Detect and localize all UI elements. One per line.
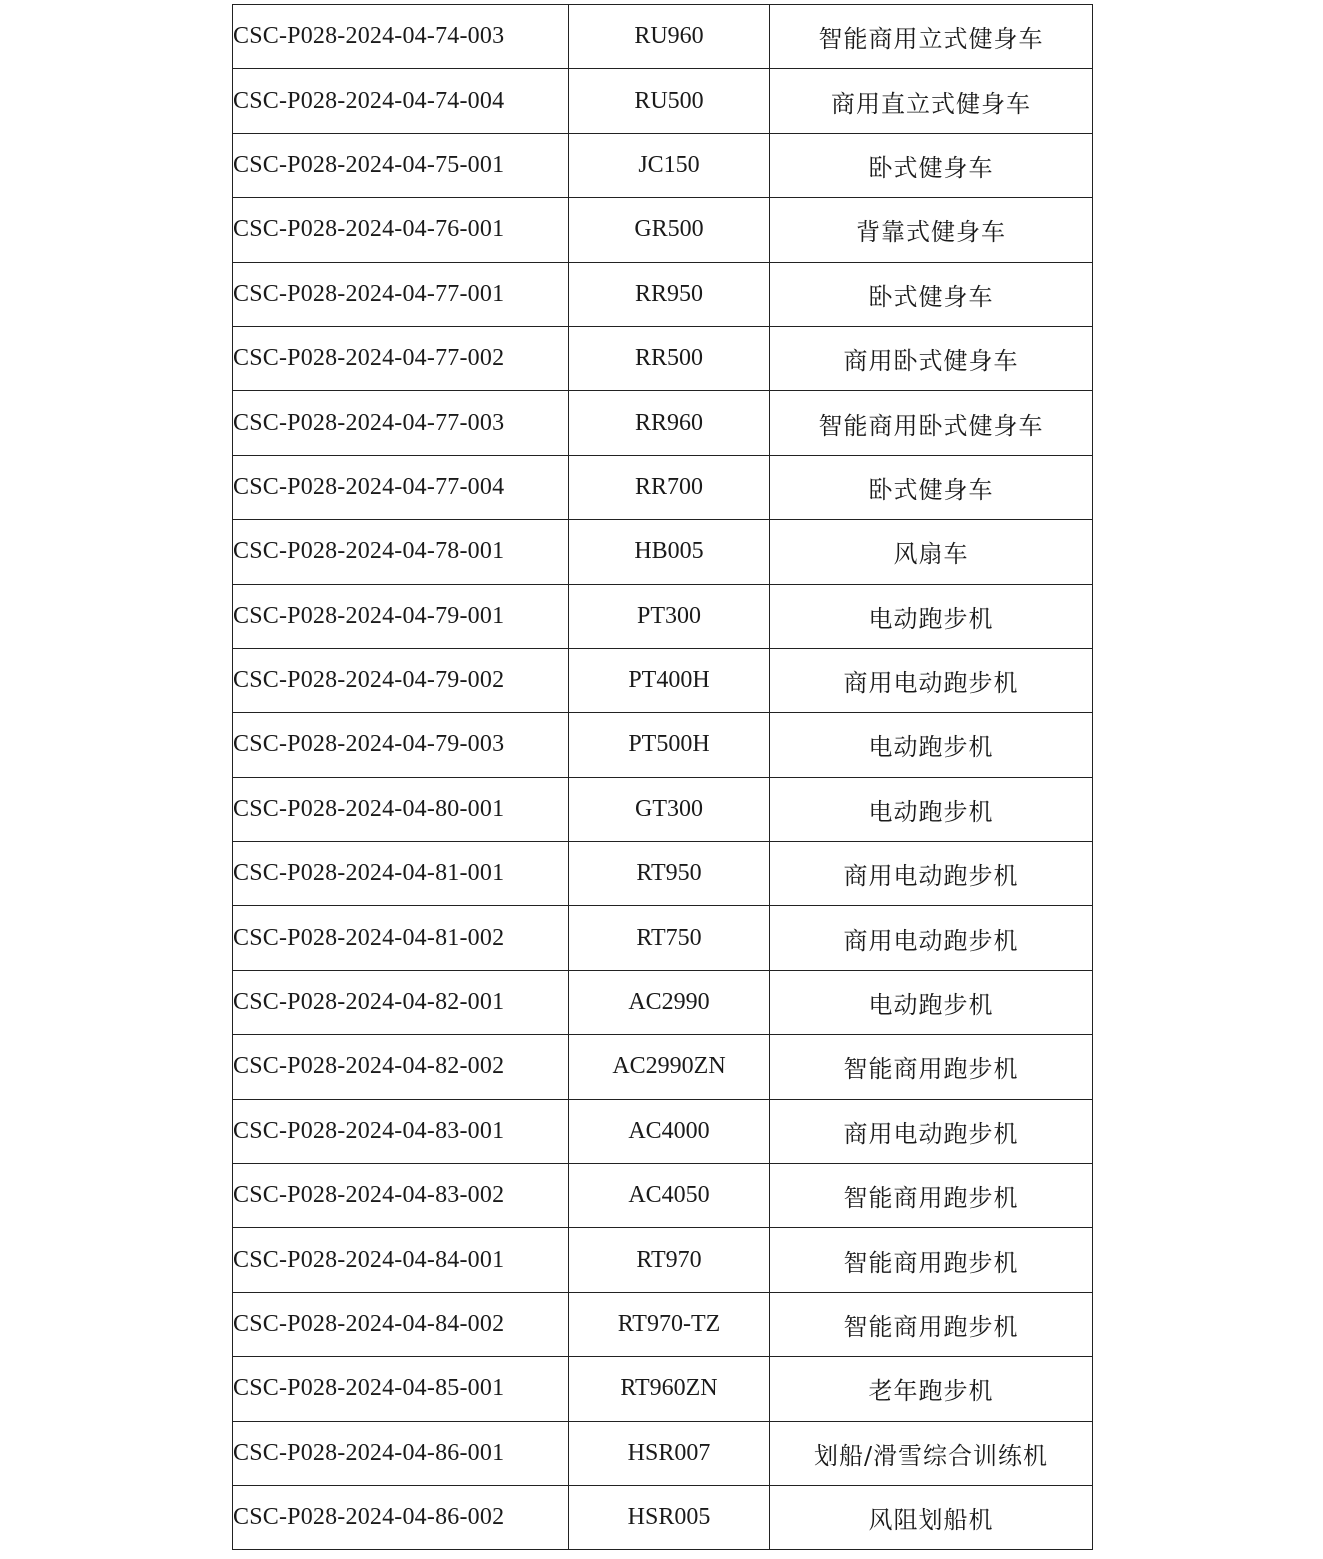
model-cell: GT300 (569, 777, 770, 841)
table-row (233, 970, 1093, 1034)
table-row (233, 391, 1093, 455)
model-cell: RT950 (569, 842, 770, 906)
model-cell: AC4050 (569, 1164, 770, 1228)
certificate-code-cell: CSC-P028-2024-04-83-001 (233, 1099, 569, 1163)
model-cell: AC2990ZN (569, 1035, 770, 1099)
model-cell: AC4000 (569, 1099, 770, 1163)
model-cell: HB005 (569, 520, 770, 584)
certificate-code-cell: CSC-P028-2024-04-82-002 (233, 1035, 569, 1099)
certificate-code-cell: CSC-P028-2024-04-82-001 (233, 970, 569, 1034)
certificate-code-cell: CSC-P028-2024-04-77-004 (233, 455, 569, 519)
product-name-cell: 智能商用卧式健身车 (770, 391, 1093, 455)
certificate-code-cell: CSC-P028-2024-04-79-003 (233, 713, 569, 777)
model-cell: AC2990 (569, 970, 770, 1034)
table-row (233, 1099, 1093, 1163)
certificate-table (232, 4, 1093, 1550)
table-row (233, 1164, 1093, 1228)
model-cell: RT960ZN (569, 1357, 770, 1421)
product-name-cell: 卧式健身车 (770, 262, 1093, 326)
certificate-code-cell: CSC-P028-2024-04-74-003 (233, 5, 569, 69)
model-cell: RT970-TZ (569, 1292, 770, 1356)
model-cell: GR500 (569, 198, 770, 262)
certificate-code-cell: CSC-P028-2024-04-76-001 (233, 198, 569, 262)
certificate-code-cell: CSC-P028-2024-04-78-001 (233, 520, 569, 584)
model-cell: PT300 (569, 584, 770, 648)
product-name-cell: 卧式健身车 (770, 455, 1093, 519)
certificate-code-cell: CSC-P028-2024-04-85-001 (233, 1357, 569, 1421)
model-cell: PT400H (569, 648, 770, 712)
table-body (233, 5, 1093, 1550)
certificate-code-cell: CSC-P028-2024-04-77-001 (233, 262, 569, 326)
table-row (233, 1357, 1093, 1421)
table-row (233, 455, 1093, 519)
product-name-cell: 卧式健身车 (770, 133, 1093, 197)
table-row (233, 262, 1093, 326)
model-cell: RU960 (569, 5, 770, 69)
product-name-cell: 智能商用立式健身车 (770, 5, 1093, 69)
table-row (233, 133, 1093, 197)
model-cell: RT970 (569, 1228, 770, 1292)
product-name-cell: 风阻划船机 (770, 1485, 1093, 1549)
product-name-cell: 电动跑步机 (770, 970, 1093, 1034)
model-cell: JC150 (569, 133, 770, 197)
product-name-cell: 智能商用跑步机 (770, 1228, 1093, 1292)
certificate-code-cell: CSC-P028-2024-04-83-002 (233, 1164, 569, 1228)
certificate-code-cell: CSC-P028-2024-04-79-001 (233, 584, 569, 648)
product-name-cell: 商用电动跑步机 (770, 1099, 1093, 1163)
product-name-cell: 商用卧式健身车 (770, 326, 1093, 390)
certificate-code-cell: CSC-P028-2024-04-81-001 (233, 842, 569, 906)
model-cell: HSR005 (569, 1485, 770, 1549)
model-cell: RR700 (569, 455, 770, 519)
certificate-code-cell: CSC-P028-2024-04-86-002 (233, 1485, 569, 1549)
certificate-code-cell: CSC-P028-2024-04-81-002 (233, 906, 569, 970)
product-name-cell: 智能商用跑步机 (770, 1164, 1093, 1228)
model-cell: PT500H (569, 713, 770, 777)
table-row (233, 520, 1093, 584)
model-cell: RR500 (569, 326, 770, 390)
model-cell: RR950 (569, 262, 770, 326)
table-row (233, 5, 1093, 69)
certificate-code-cell: CSC-P028-2024-04-77-003 (233, 391, 569, 455)
table-row (233, 1292, 1093, 1356)
product-name-cell: 划船/滑雪综合训练机 (770, 1421, 1093, 1485)
model-cell: HSR007 (569, 1421, 770, 1485)
product-name-cell: 电动跑步机 (770, 777, 1093, 841)
product-name-cell: 智能商用跑步机 (770, 1035, 1093, 1099)
document-page (232, 4, 1090, 1550)
certificate-code-cell: CSC-P028-2024-04-75-001 (233, 133, 569, 197)
table-row (233, 326, 1093, 390)
certificate-code-cell: CSC-P028-2024-04-86-001 (233, 1421, 569, 1485)
model-cell: RR960 (569, 391, 770, 455)
product-name-cell: 背靠式健身车 (770, 198, 1093, 262)
certificate-code-cell: CSC-P028-2024-04-80-001 (233, 777, 569, 841)
table-row (233, 906, 1093, 970)
table-row (233, 777, 1093, 841)
certificate-code-cell: CSC-P028-2024-04-77-002 (233, 326, 569, 390)
product-name-cell: 电动跑步机 (770, 713, 1093, 777)
table-row (233, 1485, 1093, 1549)
table-row (233, 648, 1093, 712)
certificate-code-cell: CSC-P028-2024-04-74-004 (233, 69, 569, 133)
product-name-cell: 商用电动跑步机 (770, 648, 1093, 712)
table-row (233, 842, 1093, 906)
table-row (233, 1421, 1093, 1485)
certificate-code-cell: CSC-P028-2024-04-79-002 (233, 648, 569, 712)
product-name-cell: 商用电动跑步机 (770, 906, 1093, 970)
product-name-cell: 智能商用跑步机 (770, 1292, 1093, 1356)
table-row (233, 1228, 1093, 1292)
product-name-cell: 风扇车 (770, 520, 1093, 584)
table-row (233, 1035, 1093, 1099)
product-name-cell: 商用直立式健身车 (770, 69, 1093, 133)
table-row (233, 713, 1093, 777)
product-name-cell: 商用电动跑步机 (770, 842, 1093, 906)
model-cell: RT750 (569, 906, 770, 970)
certificate-code-cell: CSC-P028-2024-04-84-001 (233, 1228, 569, 1292)
table-row (233, 69, 1093, 133)
product-name-cell: 老年跑步机 (770, 1357, 1093, 1421)
table-row (233, 198, 1093, 262)
certificate-code-cell: CSC-P028-2024-04-84-002 (233, 1292, 569, 1356)
model-cell: RU500 (569, 69, 770, 133)
product-name-cell: 电动跑步机 (770, 584, 1093, 648)
table-row (233, 584, 1093, 648)
